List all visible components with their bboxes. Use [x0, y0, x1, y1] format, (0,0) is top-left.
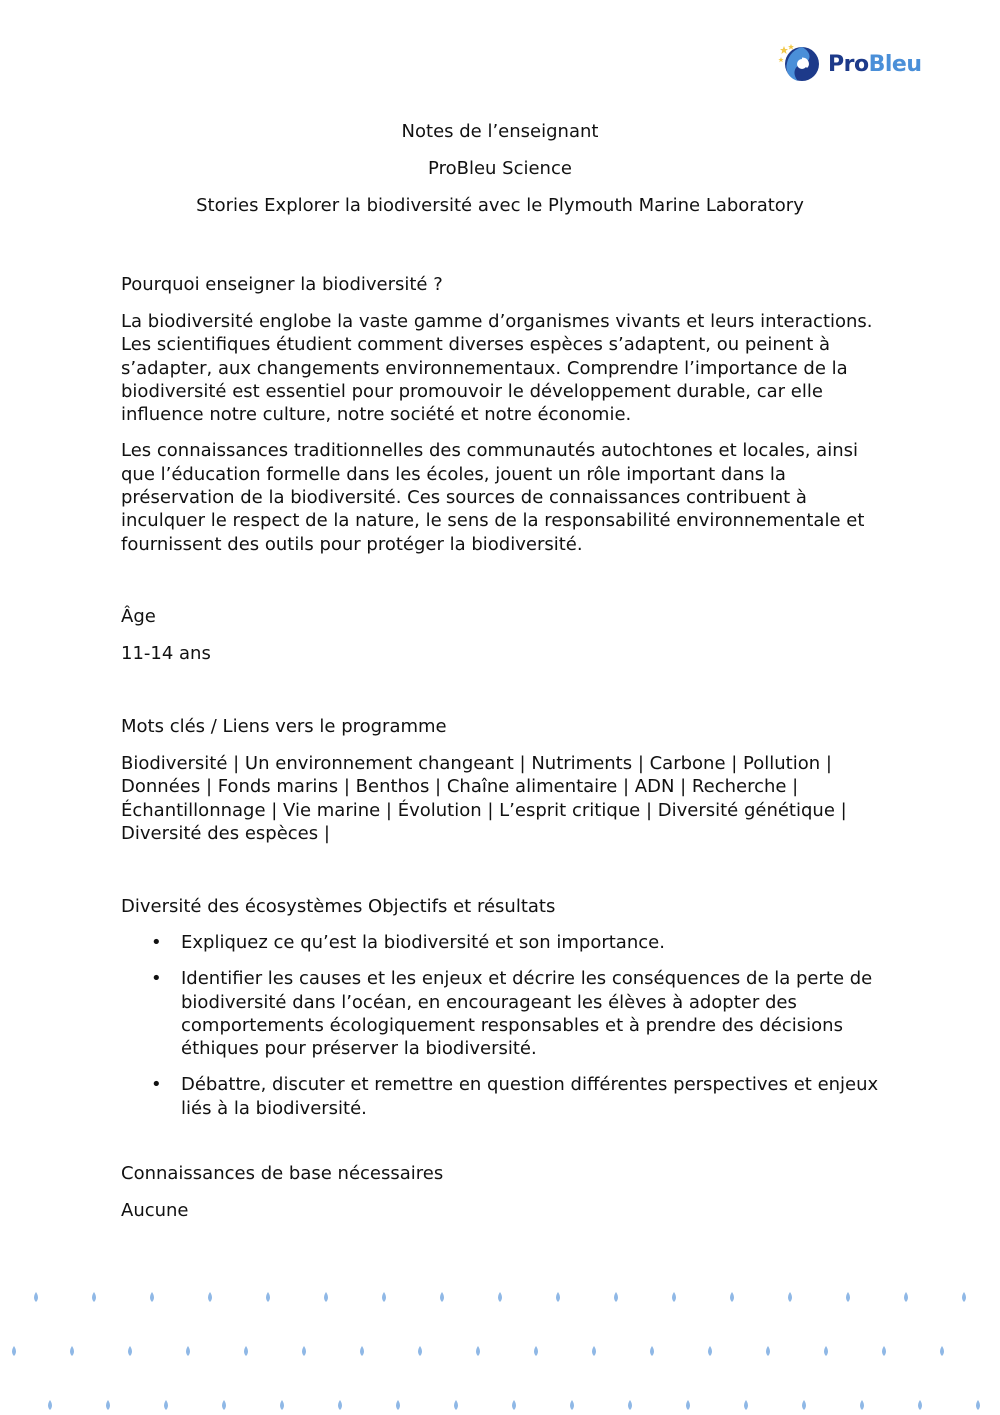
droplet-icon — [360, 1346, 364, 1356]
droplet-icon — [222, 1400, 226, 1410]
objectives-heading: Diversité des écosystèmes Objectifs et résultats — [121, 896, 556, 917]
droplet-icon — [454, 1400, 458, 1410]
droplet-icon — [686, 1400, 690, 1410]
probleu-swirl-icon — [778, 44, 822, 84]
droplet-icon — [34, 1292, 38, 1302]
droplet-icon — [498, 1292, 502, 1302]
header-line-3: Stories Explorer la biodiversité avec le Plymouth Marine Laboratory — [196, 195, 804, 216]
droplet-icon — [766, 1346, 770, 1356]
droplet-icon — [650, 1346, 654, 1356]
droplet-icon — [570, 1400, 574, 1410]
why-heading: Pourquoi enseigner la biodiversité ? — [121, 274, 443, 295]
droplet-icon — [802, 1400, 806, 1410]
why-paragraph-1: La biodiversité englobe la vaste gamme d’organismes vivants et leurs interactions. Les scientifiques étudient comment diverses espèces s’adaptent, ou peinent à s’adapter, aux changements environnementaux. Comprendre l’importance de la biodiversité est essentiel pour promouvoir le développement durable, car elle influence notre culture, notre société et notre économie. — [121, 311, 873, 426]
prereq-heading: Connaissances de base nécessaires — [121, 1163, 444, 1184]
droplet-icon — [476, 1346, 480, 1356]
droplet-icon — [534, 1346, 538, 1356]
droplet-icon — [280, 1400, 284, 1410]
keywords-text: Biodiversité | Un environnement changeant | Nutriments | Carbone | Pollution | Données | Fonds marins | Benthos | Chaîne alimentaire | ADN | Recherche | Échantillonnage | Vie marine | Évolution | L’esprit critique | Diversité génétique | Diversité des espèces | — [121, 753, 847, 844]
droplet-icon — [904, 1292, 908, 1302]
list-item: • Débattre, discuter et remettre en question différentes perspectives et enjeux liés à la biodiversité. — [151, 1074, 879, 1119]
droplet-icon — [672, 1292, 676, 1302]
droplet-icon — [744, 1400, 748, 1410]
age-value: 11-14 ans — [121, 643, 211, 664]
droplet-icon — [150, 1292, 154, 1302]
droplet-icon — [338, 1400, 342, 1410]
droplet-icon — [860, 1400, 864, 1410]
logo-wordmark: ProBleu — [828, 51, 922, 77]
document-header — [0, 118, 1000, 229]
droplet-pattern — [0, 1280, 1000, 1415]
droplet-icon — [918, 1400, 922, 1410]
droplet-icon — [186, 1346, 190, 1356]
droplet-icon — [940, 1346, 944, 1356]
droplet-icon — [592, 1346, 596, 1356]
droplet-icon — [418, 1346, 422, 1356]
droplet-icon — [614, 1292, 618, 1302]
droplet-icon — [708, 1346, 712, 1356]
droplet-icon — [556, 1292, 560, 1302]
droplet-icon — [976, 1400, 980, 1410]
objectives-list — [121, 931, 881, 1133]
prereq-value: Aucune — [121, 1200, 189, 1221]
keywords-heading: Mots clés / Liens vers le programme — [121, 716, 447, 737]
probleu-logo — [778, 44, 922, 84]
droplet-icon — [628, 1400, 632, 1410]
droplet-icon — [48, 1400, 52, 1410]
droplet-icon — [882, 1346, 886, 1356]
droplet-icon — [440, 1292, 444, 1302]
droplet-icon — [266, 1292, 270, 1302]
list-item: • Expliquez ce qu’est la biodiversité et son importance. — [151, 932, 665, 953]
droplet-icon — [396, 1400, 400, 1410]
droplet-icon — [128, 1346, 132, 1356]
droplet-icon — [788, 1292, 792, 1302]
droplet-icon — [164, 1400, 168, 1410]
droplet-icon — [302, 1346, 306, 1356]
droplet-icon — [70, 1346, 74, 1356]
droplet-icon — [12, 1346, 16, 1356]
droplet-icon — [730, 1292, 734, 1302]
why-paragraph-2: Les connaissances traditionnelles des communautés autochtones et locales, ainsi que l’éducation formelle dans les écoles, jouent un rôle important dans la préservation de la biodiversité. Ces sources de connaissances contribuent à inculquer le respect de la nature, le sens de la responsabilité environnementale et fournissent des outils pour protéger la biodiversité. — [121, 440, 865, 555]
droplet-icon — [382, 1292, 386, 1302]
droplet-icon — [324, 1292, 328, 1302]
droplet-icon — [92, 1292, 96, 1302]
droplet-icon — [106, 1400, 110, 1410]
droplet-icon — [244, 1346, 248, 1356]
list-item: • Identifier les causes et les enjeux et décrire les conséquences de la perte de biodiversité dans l’océan, en encourageant les élèves à adopter des comportements écologiquement responsables et à prendre des décisions éthiques pour préserver la biodiversité. — [151, 968, 873, 1060]
droplet-icon — [846, 1292, 850, 1302]
header-line-2: ProBleu Science — [428, 158, 572, 179]
why-section — [121, 310, 881, 556]
droplet-icon — [208, 1292, 212, 1302]
age-heading: Âge — [121, 606, 156, 627]
header-line-1: Notes de l’enseignant — [401, 121, 599, 142]
droplet-icon — [962, 1292, 966, 1302]
droplet-icon — [824, 1346, 828, 1356]
droplet-icon — [512, 1400, 516, 1410]
